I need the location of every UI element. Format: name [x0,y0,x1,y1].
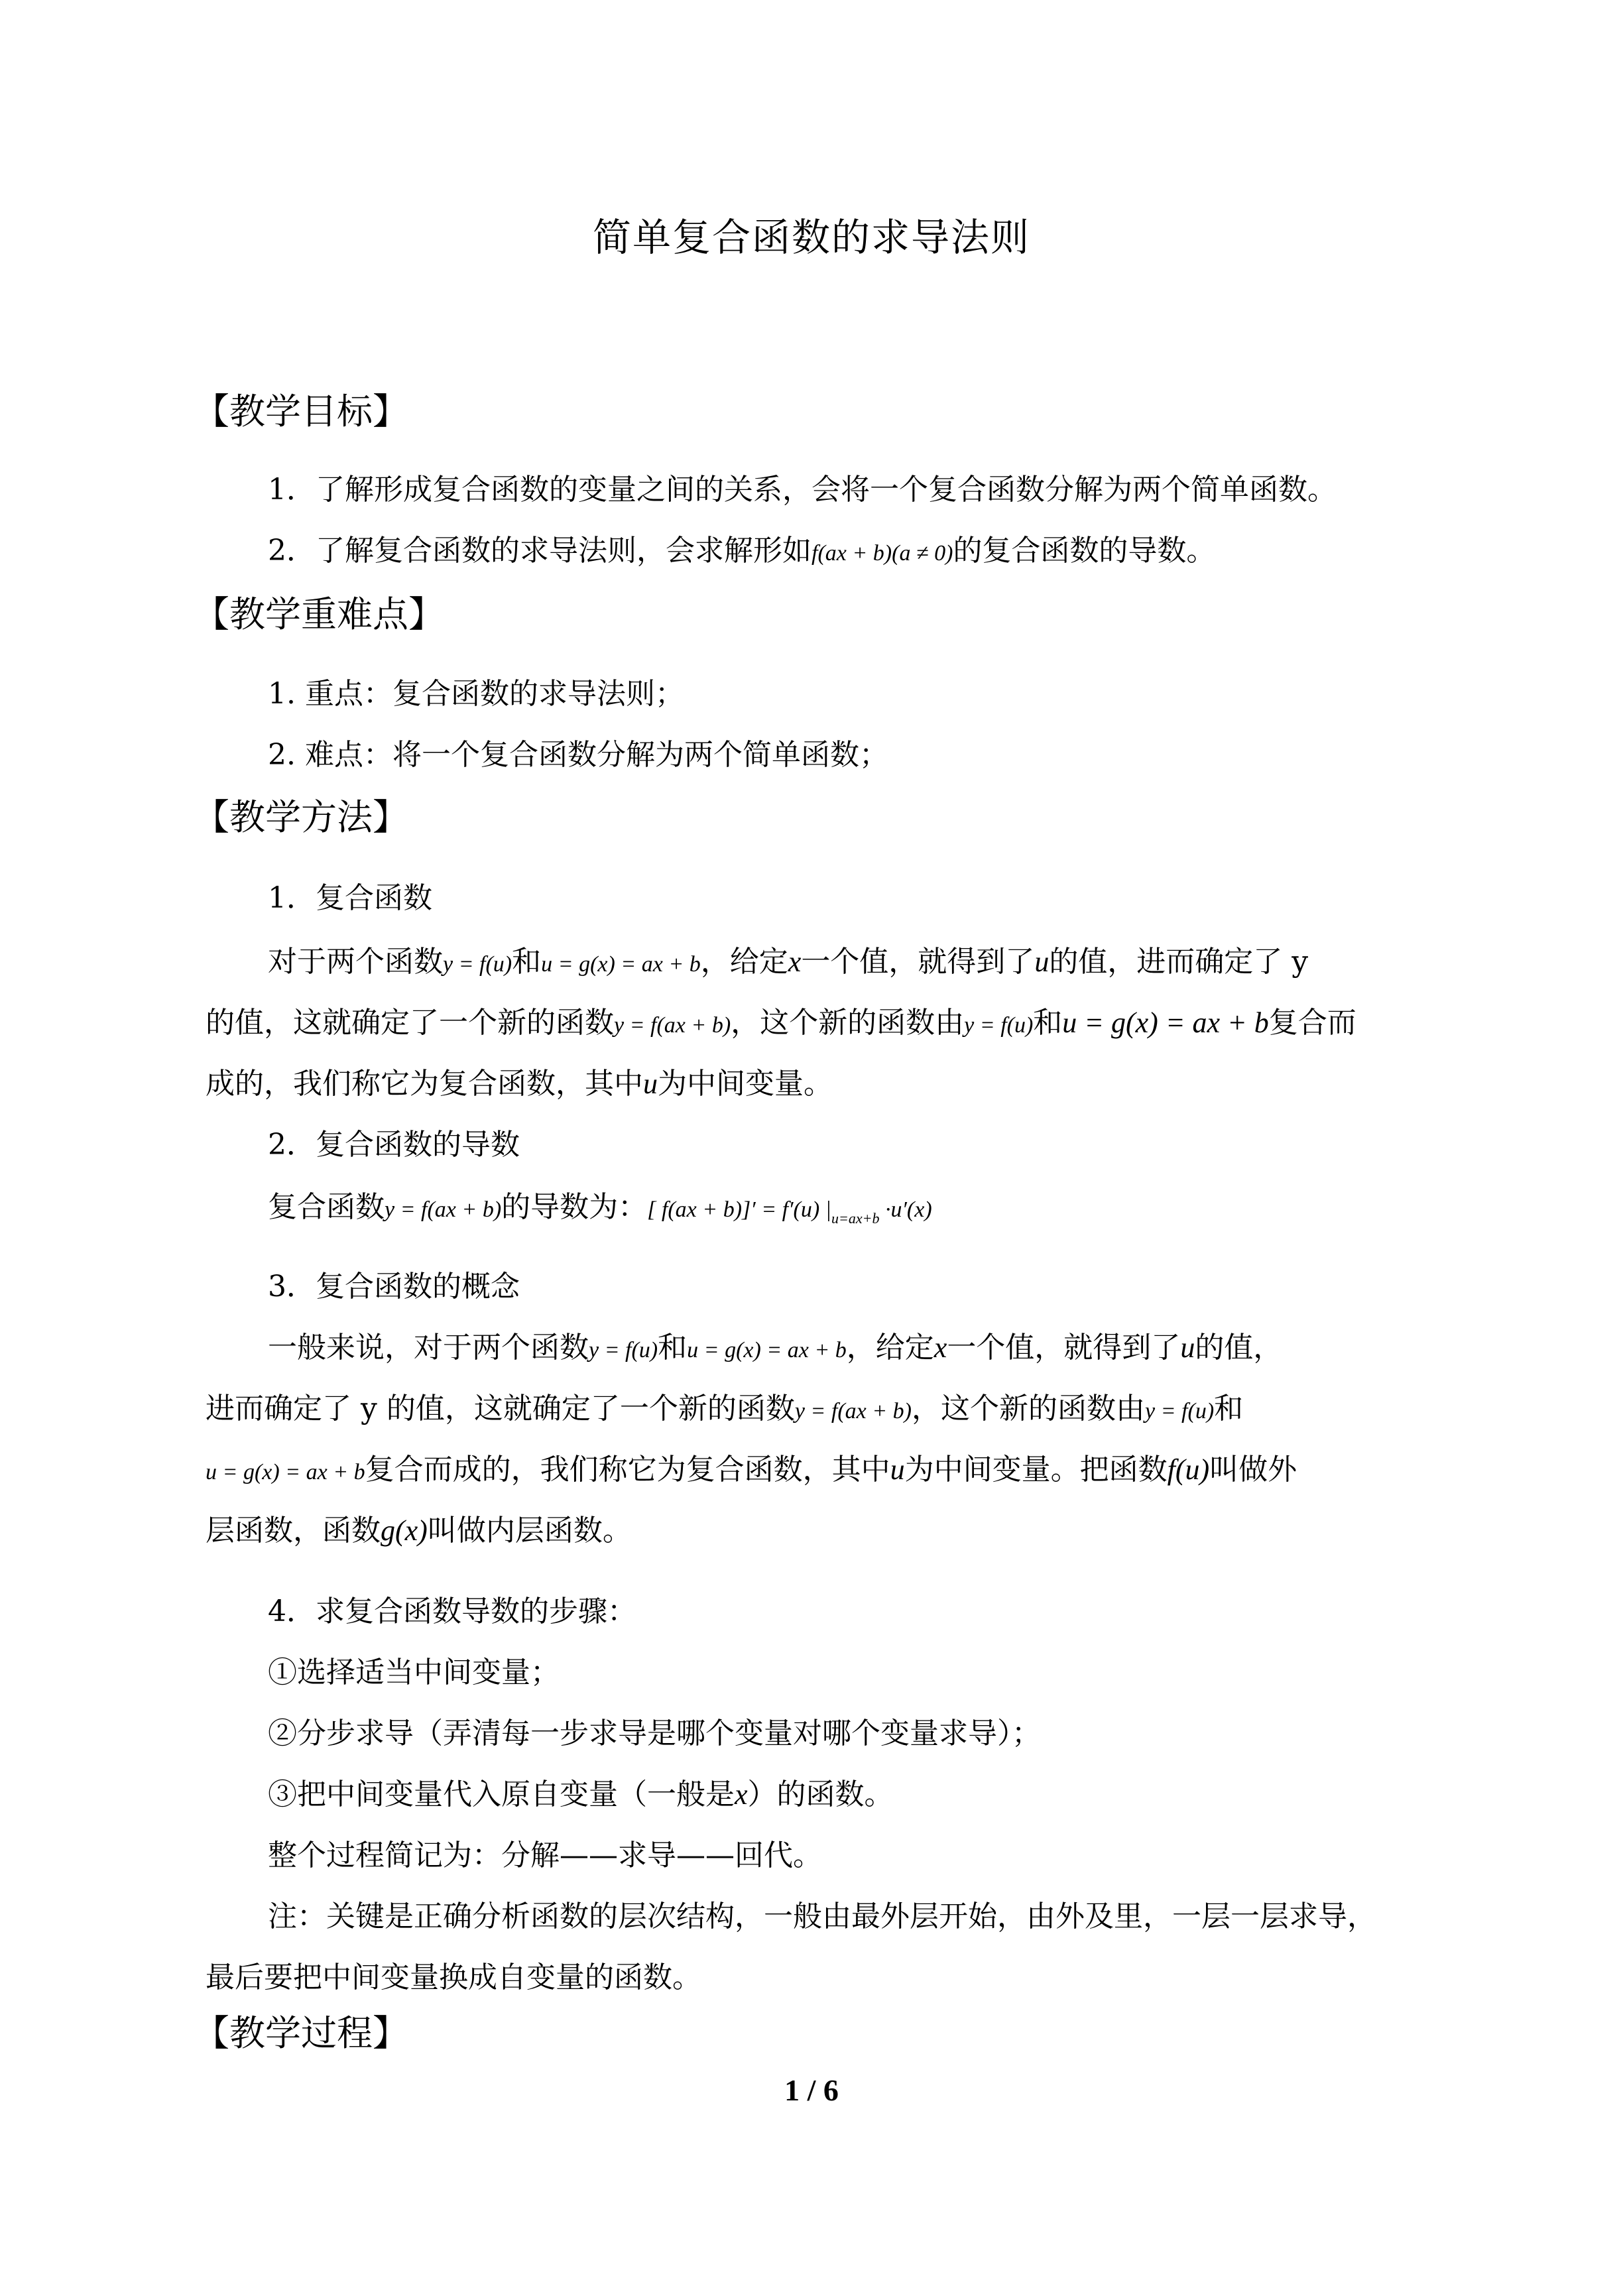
page-title: 简单复合函数的求导法则 [592,215,1030,260]
key-item-2: 2. 难点：将一个复合函数分解为两个简单函数； [268,738,888,772]
formula: u = g(x) = ax + b [541,952,701,977]
text: 对于两个函数 [268,945,443,979]
text: 和 [512,945,542,979]
formula: u [1034,945,1050,978]
formula: y = f(u) [443,952,512,977]
method-s4-step-2: ②分步求导（弄清每一步求导是哪个变量对哪个变量求导）； [268,1717,1041,1750]
text: 一个值，就得到了 [947,1331,1181,1364]
formula: y = f(ax + b) [794,1399,912,1423]
text: ，给定 [700,945,788,979]
section-heading-goals: 【教学目标】 [194,391,408,432]
formula: y = f(ax + b) [385,1197,502,1222]
method-s1-title: 1．复合函数 [268,881,432,915]
goal-item-2-text-end: 的复合函数的导数。 [953,534,1216,568]
text: 复合而 [1268,1006,1356,1040]
goal-item-2-formula: f(ax + b)(a ≠ 0) [812,541,953,566]
method-s1-line-2 [206,1002,1356,1046]
method-s3-line-3 [206,1449,1297,1493]
method-s3-title: 3．复合函数的概念 [268,1270,520,1303]
method-s1-line-1 [268,941,1308,985]
section-heading-method: 【教学方法】 [194,796,408,838]
text: 复合函数 [268,1190,385,1224]
text: 成的，我们称它为复合函数，其中 [206,1067,643,1101]
method-s4-step-3 [268,1774,894,1815]
formula: y = f(u) [964,1013,1034,1038]
formula: u [890,1453,905,1486]
formula: x [735,1778,748,1811]
goal-item-1: 1．了解形成复合函数的变量之间的关系，会将一个复合函数分解为两个简单函数。 [268,473,1337,507]
method-s2-line-1 [268,1187,932,1239]
text: 为中间变量。 [658,1067,833,1101]
method-s4-step-1: ①选择适当中间变量； [268,1656,560,1689]
section-heading-key: 【教学重难点】 [194,593,444,635]
text: 的值，进而确定了 y [1049,945,1309,979]
formula-subscript: u=ax+b [831,1210,880,1227]
method-s4-summary: 整个过程简记为：分解——求导——回代。 [268,1839,822,1872]
formula: x [788,945,802,978]
method-s3-line-4 [206,1510,632,1551]
formula: x [933,1331,947,1364]
method-s4-title: 4．求复合函数导数的步骤： [268,1595,636,1628]
text: 进而确定了 y 的值，这就确定了一个新的函数 [206,1392,795,1425]
goal-item-2-text: 2．了解复合函数的求导法则，会求解形如 [268,534,812,568]
text: 复合而成的，我们称它为复合函数，其中 [365,1453,890,1486]
text: ③把中间变量代入原自变量（一般是 [268,1778,735,1811]
method-s2-title: 2．复合函数的导数 [268,1128,520,1162]
text: 一个值，就得到了 [801,945,1035,979]
method-note-line-2: 最后要把中间变量换成自变量的函数。 [206,1961,701,1994]
formula: f(u) [1167,1453,1210,1486]
text: ，这个新的函数由 [912,1392,1146,1425]
formula: u = g(x) = ax + b [206,1460,365,1484]
text: 一般来说，对于两个函数 [268,1331,589,1364]
text: 叫做外 [1209,1453,1297,1486]
key-item-1: 1. 重点：复合函数的求导法则； [268,677,684,711]
method-s3-line-1 [268,1327,1282,1371]
goal-item-2 [268,530,1215,574]
text: 和 [1214,1392,1244,1425]
text: 的值，这就确定了一个新的函数 [206,1006,614,1040]
text: ，给定 [846,1331,934,1364]
formula: y = f(ax + b) [614,1013,731,1038]
formula: g(x) [381,1514,428,1547]
method-s1-line-3 [206,1063,833,1105]
text: 叫做内层函数。 [427,1514,632,1547]
text: ，这个新的函数由 [731,1006,965,1040]
text: 的导数为： [501,1190,648,1224]
text: ）的函数。 [747,1778,894,1811]
method-note-line-1: 注：关键是正确分析函数的层次结构，一般由最外层开始，由外及里，一层一层求导， [268,1900,1376,1933]
formula: y = f(u) [589,1338,658,1362]
formula: u = g(x) = ax + b [687,1338,847,1362]
formula: u [1180,1331,1195,1364]
derivative-formula: [ f(ax + b)]′ = f′(u) | [647,1197,832,1222]
page-number: 1 / 6 [784,2073,839,2107]
text: 层函数，函数 [206,1514,381,1547]
section-heading-process: 【教学过程】 [194,2012,408,2054]
method-s3-line-2 [206,1388,1243,1432]
formula: ·u′(x) [879,1197,932,1222]
formula: u = g(x) = ax + b [1062,1006,1269,1039]
text: 的值， [1195,1331,1283,1364]
text: 和 [1033,1006,1063,1040]
formula: u [643,1067,658,1100]
text: 和 [658,1331,688,1364]
text: 为中间变量。把函数 [904,1453,1168,1486]
formula: y = f(u) [1145,1399,1215,1423]
